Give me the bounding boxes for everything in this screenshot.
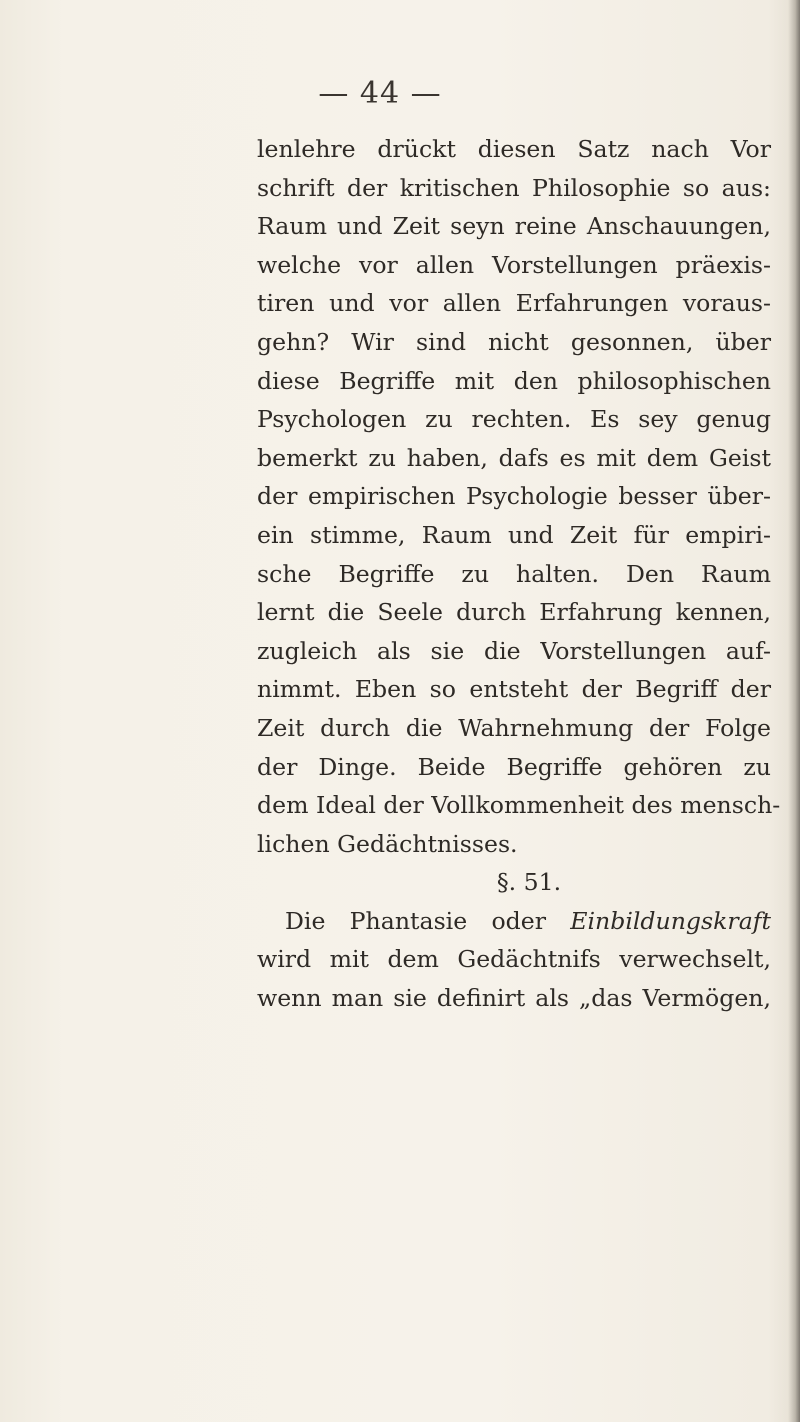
page-number: — 44 — [318, 76, 442, 111]
text-line: Raum und Zeit seyn reine Anschauungen, [257, 212, 771, 241]
text-line: welche vor allen Vorstellungen präexis- [257, 250, 771, 279]
page-edge-shadow [788, 0, 800, 1422]
text-line: schrift der kritischen Philosophie so aus: [257, 173, 771, 202]
text-line: Zeit durch die Wahrnehmung der Folge [257, 713, 771, 742]
body-text [257, 130, 781, 1018]
text-line: der Dinge. Beide Begriffe gehören zu [257, 752, 771, 781]
text-line: bemerkt zu haben, dafs es mit dem Geist [257, 443, 771, 472]
text-line: gehn? Wir sind nicht gesonnen, über [257, 327, 771, 356]
text-line [257, 902, 771, 941]
section-heading: §. 51. [496, 868, 562, 897]
text-line: wenn man sie definirt als „das Vermögen, [257, 984, 771, 1013]
text-line: lichen Gedächtnisses. [257, 829, 518, 858]
text-line: sche Begriffe zu halten. Den Raum [257, 559, 771, 588]
text-line: nimmt. Eben so entsteht der Begriff der [257, 675, 771, 704]
text-line: Psychologen zu rechten. Es sey genug [257, 405, 771, 434]
text-segment: Die Phantasie oder [285, 906, 571, 935]
text-line: zugleich als sie die Vorstellungen auf- [257, 636, 771, 665]
text-line: diese Begriffe mit den philosophischen [257, 366, 771, 395]
text-line: dem Ideal der Vollkommenheit des mensch- [257, 791, 781, 820]
text-line: wird mit dem Gedächtnifs verwechselt, [257, 945, 771, 974]
text-line: lernt die Seele durch Erfahrung kennen, [257, 598, 771, 627]
text-line: tiren und vor allen Erfahrungen voraus- [257, 289, 771, 318]
italic-term: Einbildungskraft [570, 906, 771, 935]
text-line: der empirischen Psychologie besser über- [257, 482, 771, 511]
text-line: ein stimme, Raum und Zeit für empiri- [257, 520, 771, 549]
text-line: lenlehre drückt diesen Satz nach Vor [257, 135, 771, 163]
